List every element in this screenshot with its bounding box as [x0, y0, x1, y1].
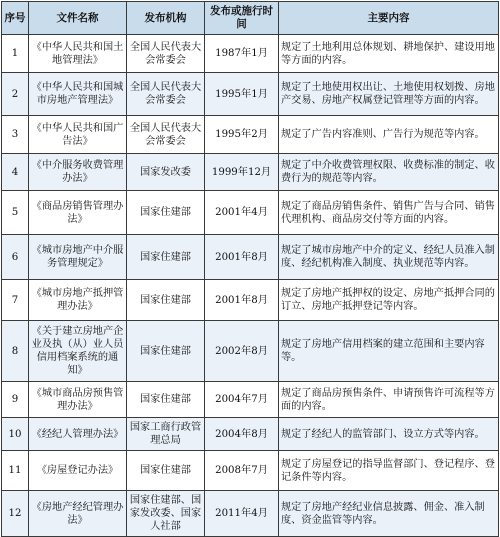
table-row	[2, 280, 499, 321]
issue-date: 2001年8月	[205, 280, 279, 321]
issuer: 全国人民代表大会常委会	[127, 35, 205, 73]
file-name: 《中介服务收费管理办法》	[29, 154, 127, 191]
header-issuer: 发布机构	[127, 2, 205, 35]
table-row	[2, 418, 499, 451]
file-name: 《关于建立房地产企业及执（从）业人员信用档案系统的通知》	[29, 321, 127, 382]
main-content: 规定了中介收费管理权限、收费标准的制定、收费行为的规范等内容。	[279, 154, 499, 191]
issuer: 国家住建部	[127, 280, 205, 321]
table-row	[2, 235, 499, 280]
table-header-row	[2, 2, 499, 35]
file-name: 《中华人民共和国广告法》	[29, 116, 127, 154]
issuer: 国家住建部、国家发改委、国家人社部	[127, 491, 205, 537]
row-number: 4	[2, 154, 29, 191]
issuer: 国家发改委	[127, 154, 205, 191]
issue-date: 2011年4月	[205, 491, 279, 537]
table-row	[2, 154, 499, 191]
main-content: 规定了土地利用总体规划、耕地保护、建设用地等方面的内容。	[279, 35, 499, 73]
file-name: 《城市房地产中介服务管理规定》	[29, 235, 127, 280]
issue-date: 2002年8月	[205, 321, 279, 382]
main-content: 规定了商品房销售条件、销售广告与合同、销售代理机构、商品房交付等方面的内容。	[279, 191, 499, 235]
main-content: 规定了土地使用权出让、土地使用权划拨、房地产交易、房地产权属登记管理等方面的内容。	[279, 73, 499, 116]
issuer: 国家工商行政管理总局	[127, 418, 205, 451]
row-number: 2	[2, 73, 29, 116]
table-row	[2, 451, 499, 491]
file-name: 《房地产经纪管理办法》	[29, 491, 127, 537]
header-content: 主要内容	[279, 2, 499, 35]
row-number: 5	[2, 191, 29, 235]
row-number: 1	[2, 35, 29, 73]
row-number: 12	[2, 491, 29, 537]
table-row	[2, 73, 499, 116]
main-content: 规定了广告内容准则、广告行为规范等内容。	[279, 116, 499, 154]
table-row	[2, 35, 499, 73]
header-no: 序号	[2, 2, 29, 35]
issuer: 国家住建部	[127, 382, 205, 418]
main-content: 规定了房地产信用档案的建立范围和主要内容等。	[279, 321, 499, 382]
main-content: 规定了经纪人的监管部门、设立方式等内容。	[279, 418, 499, 451]
file-name: 《城市房地产抵押管理办法》	[29, 280, 127, 321]
issue-date: 2004年7月	[205, 382, 279, 418]
issuer: 国家住建部	[127, 321, 205, 382]
file-name: 《中华人民共和国土地管理法》	[29, 35, 127, 73]
table-row	[2, 491, 499, 537]
main-content: 规定了城市房地产中介的定义、经纪人员准入制度、经纪机构准入制度、执业规范等内容。	[279, 235, 499, 280]
issue-date: 2001年4月	[205, 191, 279, 235]
file-name: 《房屋登记办法》	[29, 451, 127, 491]
issuer: 国家住建部	[127, 191, 205, 235]
row-number: 3	[2, 116, 29, 154]
issuer: 全国人民代表大会常委会	[127, 116, 205, 154]
issue-date: 1995年1月	[205, 73, 279, 116]
issue-date: 1999年12月	[205, 154, 279, 191]
issuer: 全国人民代表大会常委会	[127, 73, 205, 116]
issue-date: 2008年7月	[205, 451, 279, 491]
main-content: 规定了商品房预售条件、申请预售许可流程等方面的内容。	[279, 382, 499, 418]
issue-date: 2001年8月	[205, 235, 279, 280]
issuer: 国家住建部	[127, 235, 205, 280]
row-number: 7	[2, 280, 29, 321]
main-content: 规定了房地产经纪业信息披露、佣金、准入制度、资金监管等内容。	[279, 491, 499, 537]
row-number: 8	[2, 321, 29, 382]
table-row	[2, 116, 499, 154]
file-name: 《经纪人管理办法》	[29, 418, 127, 451]
issuer: 国家住建部	[127, 451, 205, 491]
file-name: 《城市商品房预售管理办法》	[29, 382, 127, 418]
regulations-table	[1, 1, 499, 537]
issue-date: 1995年2月	[205, 116, 279, 154]
row-number: 10	[2, 418, 29, 451]
header-file-name: 文件名称	[29, 2, 127, 35]
row-number: 9	[2, 382, 29, 418]
header-date: 发布或施行时间	[205, 2, 279, 35]
row-number: 6	[2, 235, 29, 280]
table-row	[2, 191, 499, 235]
main-content: 规定了房屋登记的指导监督部门、登记程序、登记条件等内容。	[279, 451, 499, 491]
table-row	[2, 382, 499, 418]
issue-date: 2004年8月	[205, 418, 279, 451]
file-name: 《中华人民共和国城市房地产管理法》	[29, 73, 127, 116]
table-row	[2, 321, 499, 382]
row-number: 11	[2, 451, 29, 491]
main-content: 规定了房地产抵押权的设定、房地产抵押合同的订立、房地产抵押登记等内容。	[279, 280, 499, 321]
issue-date: 1987年1月	[205, 35, 279, 73]
file-name: 《商品房销售管理办法》	[29, 191, 127, 235]
